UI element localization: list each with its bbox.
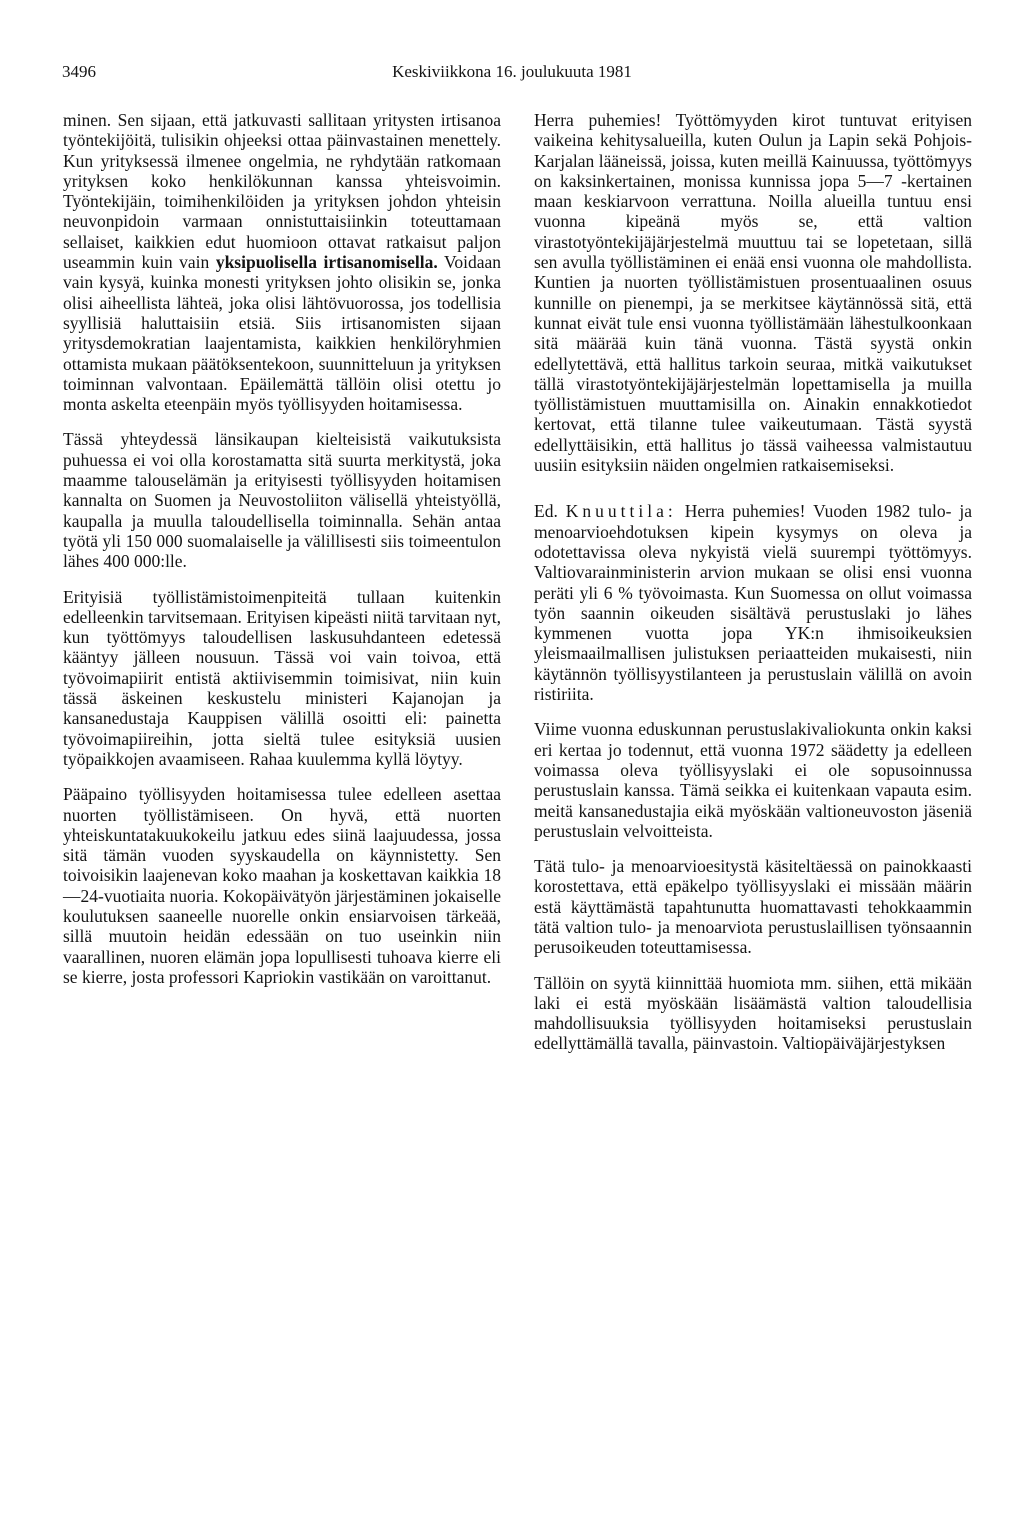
paragraph: Herra puhemies! Työttömyyden kirot tuntuvat erityisen vaikeina kehitysalueilla, kuten Oulun ja Lapin sekä Pohjois-Karjalan lääneissä, joissa, kuten meillä Kainuussa, työttömyys on kaksinkertainen, monissa kunnissa jopa 5—7 -kertainen maan keskiarvoon verrattuna. Noilla alueilla tuntuu ensi vuonna kipeänä myös se, että valtion virastotyöntekijäjärjestelmä muuttuu tai se lopetetaan, sillä sen avulla työllistäminen ei enää ensi vuonna ole mahdollista. Kuntien ja nuorten työllistämistuen prosentuaalinen osuus kunnille on pienempi, ja se merkitsee käytännössä sitä, että kunnat eivät tule ensi vuonna työllistämään lähestulkoonkaan sitä määrää kuin tänä vuonna. Tästä syystä onkin edellytettävä, että hallitus tarkoin seuraa, mitkä vaikutukset tällä virastotyöntekijäjärjestelmän lopettamisella ja muilla työllistämistuen muuttamisilla on. Ainakin ennakkotiedot kertovat, että tilanne tulee vaikeutumaan. Tästä syystä edellyttäisikin, että hallitus jo tässä vaiheessa valmistautuu uusiin esityksiin näiden ongelmien ratkaisemiseksi. — [534, 110, 972, 476]
paragraph: Pääpaino työllisyyden hoitamisessa tulee edelleen asettaa nuorten työllistämiseen. On hyvä, että nuorten yhteiskuntatakuukokeilu jatkuu edes siinä laajuudessa, jossa sitä tämän vuoden syyskaudella on käynnistetty. Sen toivoisikin laajenevan koko maahan ja koskettavan kaikkia 18—24-vuotiaita nuoria. Kokopäivätyön järjestäminen jokaiselle koulutuksen saaneelle nuorelle onkin ensiarvoisen tärkeää, sillä muutoin heidän edessään on tuo useinkin niin vaarallinen, nuoren elämän jopa lopullisesti tuhoava kierre eli se kierre, josta professori Kapriokin vastikään on varoittanut. — [63, 784, 501, 987]
paragraph-text: Voidaan vain kysyä, kuinka monesti yrityksen johto olisikin se, jonka olisi aiheellista lähteä, joka olisi lähtövuorossa, jos todellisia syyllisiä haluttaisiin etsiä. Siis irtisanomisten sijaan yritysdemokratian laajentamista, kaikkien henkilöryhmien ottamista mukaan päätöksentekoon, suunnitteluun ja yrityksen toiminnan valvontaan. Epäilemättä tällöin olisi otettu jo monta askelta eteenpäin myös työllisyyden hoitamisessa. — [63, 252, 501, 415]
paragraph: Viime vuonna eduskunnan perustuslakivaliokunta onkin kaksi eri kertaa jo todennut, että vuonna 1972 säädetty ja edelleen voimassa oleva työllisyyslaki ei ole sopusoinnussa perustuslain kanssa. Tämä seikka ei kuitenkaan vapauta esim. meitä kansanedustajia eikä myöskään valtioneuvoston jäseniä perustuslain velvoitteista. — [534, 719, 972, 841]
paragraph: Tätä tulo- ja menoarvioesitystä käsiteltäessä on painokkaasti korostettava, että epäkelpo työllisyyslaki ei missään määrin estä käyttämästä tapahtunutta huomattavasti tehokkaammin tätä valtion tulo- ja menoarviota perustuslaillisen työnsaannin perusoikeuden toteuttamisessa. — [534, 856, 972, 958]
left-column — [63, 110, 501, 987]
speech-paragraph — [534, 501, 972, 704]
paragraph-text: minen. Sen sijaan, että jatkuvasti sallitaan yritysten irtisanoa työntekijöitä, tulisikin ohjeeksi ottaa päinvastainen menettely. Kun yrityksessä ilmenee ongelmia, ne ryhdytään ratkomaan yrityksen koko henkilökunnan kanssa yhteisvoimin. Työntekijäin, toimihenkilöiden ja yrityksen johdon yhteisin neuvonpidoin varmaan onnistuttaisiinkin toteuttamaan sellaiset, kaikkien edut huomioon ottavat ratkaisut paljon useammin kuin vain — [63, 110, 501, 273]
page-number: 3496 — [62, 62, 96, 81]
running-header-date: Keskiviikkona 16. joulukuuta 1981 — [392, 62, 632, 81]
paragraph: Tässä yhteydessä länsikaupan kielteisistä vaikutuksista puhuessa ei voi olla korostamatta sitä suurta merkitystä, joka maamme talouselämän ja erityisesti työllisyyden hoitamisen kannalta on Suomen ja Neuvostoliiton välisellä yhteistyöllä, kaupalla ja muulla taloudellisella toiminnalla. Sehän antaa työtä yli 150 000 suomalaiselle ja välillisesti siis toimeentulon lähes 400 000:lle. — [63, 429, 501, 572]
paragraph-text: Herra puhemies! Vuoden 1982 tulo- ja menoarvioehdotuksen kipein kysymys on oleva ja odotettavissa oleva nykyistä vielä suurempi työttömyys. Valtiovarainministerin arvion mukaan se olisi ensi vuonna peräti yli 6 % työvoimasta. Kun Suomessa on ollut voimassa työn saannin oikeuden sisältävä perustuslaki jo lähes kymmenen vuotta jopa YK:n ihmisoikeuksien yleismaailmallisen julistuksen periaatteiden mukaisesti, niin käytännön työllisyystilanteen ja perustuslain välillä on avoin ristiriita. — [534, 501, 972, 705]
speaker-name: Knuuttila: — [565, 501, 677, 522]
paragraph: Tällöin on syytä kiinnittää huomiota mm. siihen, että mikään laki ei estä myöskään lisäämästä valtion taloudellisia mahdollisuuksia työllisyyden hoitamiseksi perustuslain edellyttämällä tavalla, päinvastoin. Valtiopäiväjärjestyksen — [534, 972, 972, 1054]
emphasis-text: yksipuolisella irtisanomisella. — [215, 252, 438, 273]
paragraph: Erityisiä työllistämistoimenpiteitä tullaan kuitenkin edelleenkin tarvitsemaan. Erityisen kipeästi niitä tarvitaan nyt, kun työttömyys taloudellisen laskusuhdanteen edetessä kääntyy jälleen nousuun. Tässä voi vain toivoa, että työvoimapiirit entistä aktiivisemmin toimisivat, niin kuin tässä äskeinen keskustelu ministeri Kajanojan ja kansanedustaja Kauppisen välillä osoitti eli: painetta työvoimapiireihin, jotta sieltä tulee esityksiä uusien työpaikkojen avaamiseen. Rahaa kuulemma kyllä löytyy. — [63, 586, 501, 769]
speaker-prefix: Ed. — [534, 501, 558, 522]
paragraph — [63, 110, 501, 414]
right-column — [534, 110, 972, 1054]
